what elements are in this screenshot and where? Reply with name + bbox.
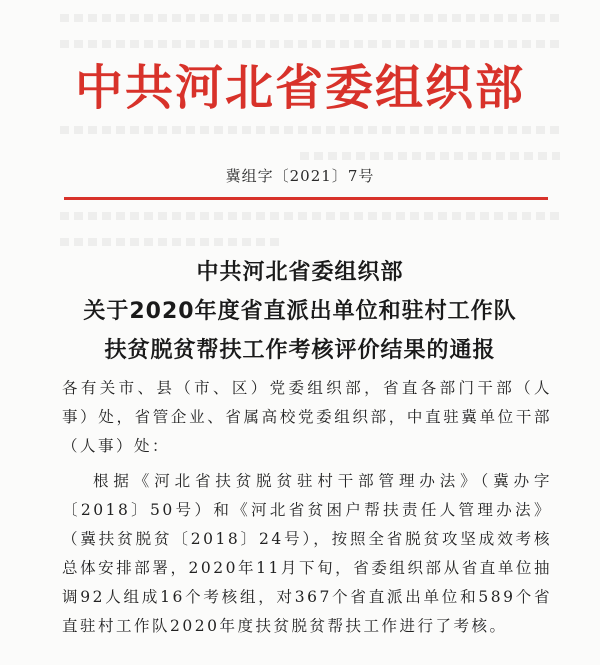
bleed-through-line bbox=[60, 40, 560, 48]
bleed-through-line bbox=[60, 212, 560, 220]
bleed-through-line bbox=[60, 126, 560, 134]
bleed-through-line bbox=[60, 14, 560, 22]
bleed-through-line bbox=[60, 238, 280, 246]
body-paragraph: 根据《河北省扶贫脱贫驻村干部管理办法》（冀办字〔2018〕50号）和《河北省贫困户帮扶责任人管理办法》（冀扶贫脱贫〔2018〕24号），按照全省脱贫攻坚成效考核总体安排部署，2020年11月下旬，省委组织部从省直单位抽调92人组成16个考核组，对367个省直派出单位和589个省直驻村工作队2020年度扶贫脱贫帮扶工作进行了考核。 bbox=[62, 472, 552, 635]
document-number: 冀组字〔2021〕7号 bbox=[225, 167, 375, 185]
document-title-line-2: 关于2020年度省直派出单位和驻村工作队 bbox=[83, 299, 517, 324]
bleed-through-line bbox=[300, 152, 560, 160]
document-title-line-1: 中共河北省委组织部 bbox=[196, 260, 404, 285]
document-title-line-3: 扶贫脱贫帮扶工作考核评价结果的通报 bbox=[104, 338, 496, 363]
issuing-authority-header: 中共河北省委组织部 bbox=[74, 60, 525, 116]
document-body bbox=[62, 374, 552, 641]
addressee-paragraph: 各有关市、县（市、区）党委组织部，省直各部门干部（人事）处，省管企业、省属高校党委组织部，中直驻冀单位干部（人事）处： bbox=[62, 379, 552, 455]
red-divider-line bbox=[64, 197, 548, 200]
